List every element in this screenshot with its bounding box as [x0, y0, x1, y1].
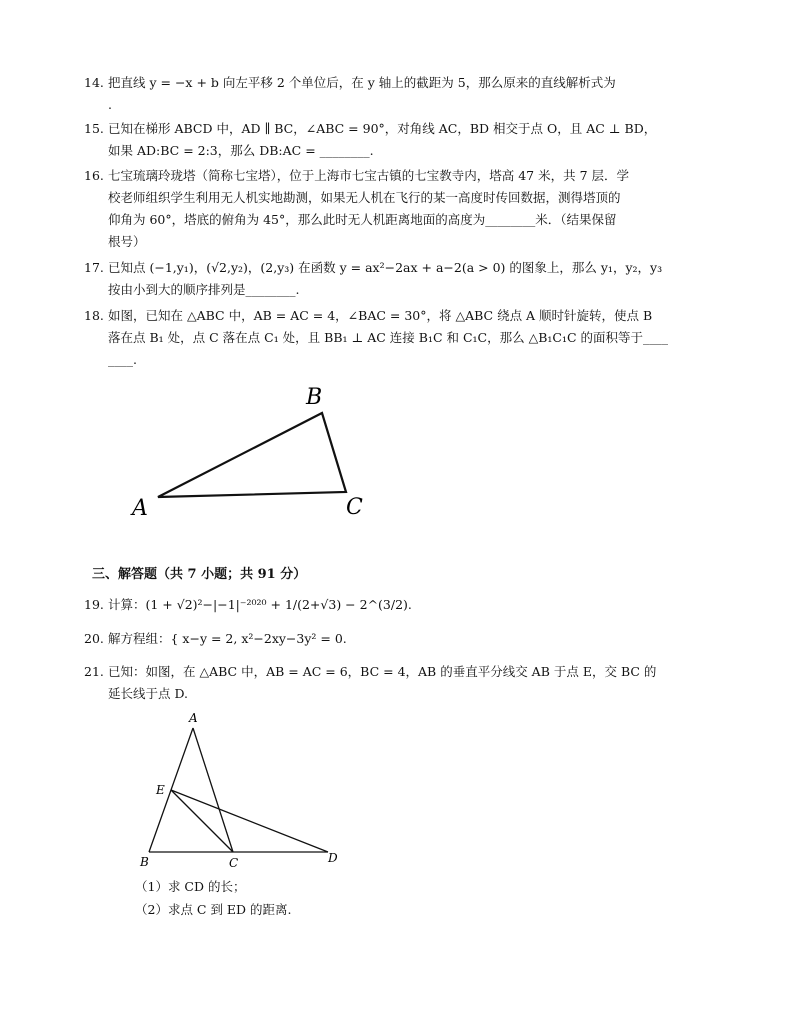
label-c: C [229, 856, 239, 870]
segment-ec [171, 790, 233, 852]
question-text: 已知：如图，在 △ABC 中，AB = AC = 6，BC = 4，AB 的垂直平分线交 AB 于点 E，交 BC 的 [108, 664, 657, 679]
question-text: 已知点 (−1,y₁)，(√2,y₂)，(2,y₃) 在函数 y = ax²−2ax + a−2(a > 0) 的图象上，那么 y₁，y₂，y₃ [108, 260, 663, 275]
question-text: 把直线 y = −x + b 向左平移 2 个单位后，在 y 轴上的截距为 5，那么原来的直线解析式为 [108, 75, 616, 90]
segment-ed [171, 790, 328, 852]
question-text: 落在点 B₁ 处，点 C 落在点 C₁ 处，且 BB₁ ⊥ AC 连接 B₁C 和 C₁C，那么 △B₁C₁C 的面积等于____ [108, 330, 669, 345]
question-number: 21. [84, 664, 104, 679]
triangle-abc [158, 413, 346, 497]
label-a: A [189, 711, 198, 725]
question-text: 七宝琉璃玲珑塔（简称七宝塔），位于上海市七宝古镇的七宝教寺内，塔高 47 米，共 7 层．学 [108, 168, 630, 183]
question-text: 已知在梯形 ABCD 中，AD ∥ BC，∠ABC = 90°，对角线 AC，BD 相交于点 O，且 AC ⊥ BD， [108, 121, 657, 136]
question-21 [84, 661, 708, 705]
question-text: 解方程组：{ x−y = 2, x²−2xy−3y² = 0. [108, 631, 347, 646]
question-15 [84, 118, 708, 162]
question-text: ____. [108, 352, 137, 367]
question-text: 计算：(1 + √2)²−|−1|⁻²⁰²⁰ + 1/(2+√3) − 2^(3/2). [108, 597, 412, 612]
question-19 [84, 594, 708, 616]
label-c: C [346, 495, 363, 520]
label-e: E [156, 783, 165, 797]
label-b: B [140, 855, 149, 869]
question-number: 20. [84, 631, 104, 646]
question-number: 15. [84, 121, 104, 136]
question-number: 17. [84, 260, 104, 275]
question-text: 校老师组织学生利用无人机实地勘测，如果无人机在飞行的某一高度时传回数据，测得塔顶的 [108, 190, 621, 205]
question-text: 延长线于点 D. [108, 686, 189, 701]
question-16 [84, 165, 708, 253]
question-text: 如图，已知在 △ABC 中，AB = AC = 4，∠BAC = 30°，将 △ABC 绕点 A 顺时针旋转，使点 B [108, 308, 653, 323]
question-18 [84, 305, 708, 371]
question-17 [84, 257, 708, 301]
question-number: 14. [84, 75, 104, 90]
figure-21-triangle [130, 708, 350, 878]
question-20 [84, 628, 708, 650]
question-text: . [108, 97, 112, 112]
sub-question-2: （2）求点 C 到 ED 的距离. [135, 902, 292, 917]
sub-question-1: （1）求 CD 的长； [135, 879, 246, 894]
question-number: 19. [84, 597, 104, 612]
question-text: 根号） [108, 234, 146, 249]
section-title: 三、解答题（共 7 小题；共 91 分） [92, 567, 307, 582]
question-text: 按由小到大的顺序排列是________. [108, 282, 300, 297]
label-d: D [328, 851, 338, 865]
question-14 [84, 72, 708, 116]
question-number: 16. [84, 168, 104, 183]
label-a: A [132, 496, 148, 521]
question-text: 仰角为 60°，塔底的俯角为 45°，那么此时无人机距离地面的高度为________米．（结果保留 [108, 212, 617, 227]
segment-ac [193, 728, 233, 852]
question-number: 18. [84, 308, 104, 323]
figure-18-triangle [120, 380, 380, 525]
label-b: B [306, 385, 323, 410]
question-text: 如果 AD:BC = 2:3，那么 DB:AC = ________. [108, 143, 374, 158]
